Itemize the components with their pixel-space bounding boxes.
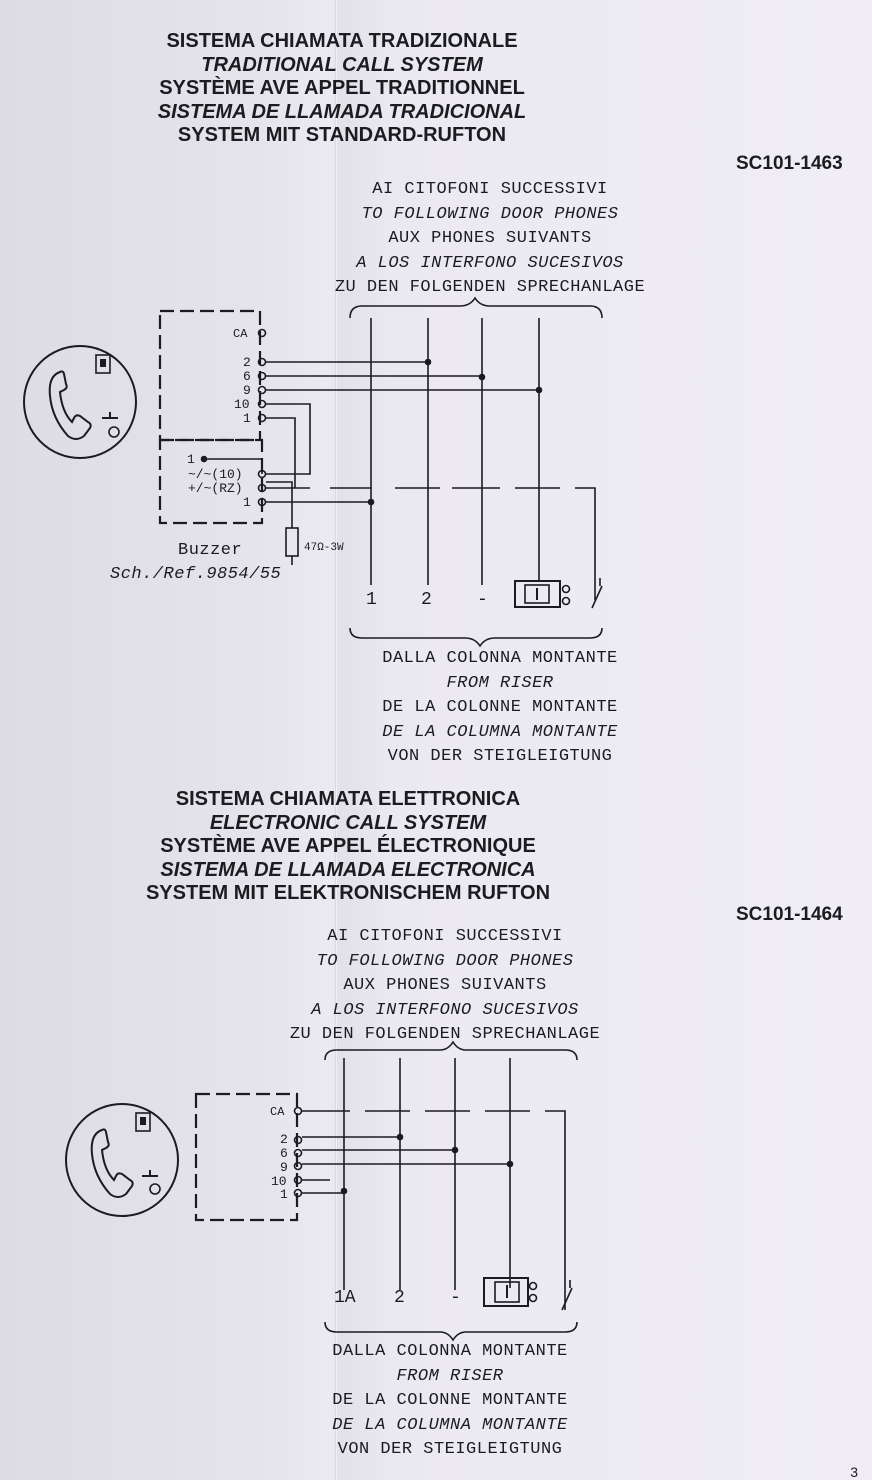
title-line: SYSTEM MIT ELEKTRONISCHEM RUFTON — [145, 882, 551, 904]
svg-text:10: 10 — [234, 397, 250, 412]
label-line: DE LA COLUMNA MONTANTE — [332, 1415, 568, 1435]
label-line: DE LA COLUMNA MONTANTE — [382, 722, 618, 742]
page-number: 3 — [850, 1464, 858, 1480]
label-line: TO FOLLOWING DOOR PHONES — [316, 951, 574, 971]
label-line: AUX PHONES SUIVANTS — [388, 229, 592, 248]
handset-icon — [24, 346, 136, 458]
label-line: DE LA COLONNE MONTANTE — [382, 698, 618, 717]
diagram-code: SC101-1464 — [736, 904, 843, 925]
label-line: DALLA COLONNA MONTANTE — [382, 649, 618, 668]
title-line: SISTEMA DE LLAMADA TRADICIONAL — [157, 100, 527, 123]
diagram-code: SC101-1463 — [736, 153, 843, 174]
label-line: DE LA COLONNE MONTANTE — [332, 1391, 568, 1410]
svg-text:9: 9 — [243, 383, 251, 398]
label-line: ZU DEN FOLGENDEN SPRECHANLAGE — [289, 1025, 601, 1044]
svg-text:6: 6 — [280, 1146, 288, 1161]
svg-text:+/~(RZ): +/~(RZ) — [188, 481, 243, 496]
wiring-diagram-traditional — [24, 298, 602, 646]
label-line: FROM RISER — [396, 1366, 504, 1386]
title-line: TRADITIONAL CALL SYSTEM — [201, 53, 483, 76]
svg-text:1: 1 — [187, 452, 195, 467]
svg-text:-: - — [450, 1288, 461, 1308]
svg-text:9: 9 — [280, 1160, 288, 1175]
handset-icon — [66, 1104, 178, 1216]
label-line: VON DER STEIGLEIGTUNG — [387, 747, 613, 766]
svg-text:2: 2 — [421, 590, 432, 610]
label-line: DALLA COLONNA MONTANTE — [332, 1342, 568, 1361]
label-line: AI CITOFONI SUCCESSIVI — [372, 180, 608, 199]
title-line: SISTEMA CHIAMATA TRADIZIONALE — [166, 30, 518, 52]
svg-text:2: 2 — [394, 1288, 405, 1308]
title-line: SYSTÈME AVE APPEL TRADITIONNEL — [159, 77, 525, 99]
svg-text:~/~(10): ~/~(10) — [188, 467, 243, 482]
title-line: SYSTEM MIT STANDARD-RUFTON — [177, 124, 507, 146]
title-line: SYSTÈME AVE APPEL ÉLECTRONIQUE — [160, 835, 536, 857]
buzzer-label: Buzzer — [178, 541, 243, 560]
title-line: SISTEMA DE LLAMADA ELECTRONICA — [160, 858, 536, 881]
ref-label: Sch./Ref.9854/55 — [110, 565, 282, 584]
label-line: FROM RISER — [446, 673, 554, 693]
terminal-labels-1 — [187, 327, 488, 610]
wiring-diagram-electronic — [66, 1042, 577, 1340]
label-line: A LOS INTERFONO SUCESIVOS — [311, 1000, 579, 1020]
svg-text:CA: CA — [270, 1105, 285, 1119]
svg-text:CA: CA — [233, 327, 248, 341]
label-line: ZU DEN FOLGENDEN SPRECHANLAGE — [334, 278, 646, 297]
svg-text:6: 6 — [243, 369, 251, 384]
svg-text:1: 1 — [243, 495, 251, 510]
label-line: AI CITOFONI SUCCESSIVI — [327, 927, 563, 946]
label-line: AUX PHONES SUIVANTS — [343, 976, 547, 995]
svg-text:1A: 1A — [334, 1288, 356, 1308]
svg-text:47Ω-3W: 47Ω-3W — [304, 542, 344, 554]
title-line: SISTEMA CHIAMATA ELETTRONICA — [175, 788, 521, 810]
svg-text:2: 2 — [243, 355, 251, 370]
terminal-labels-2 — [270, 1105, 461, 1308]
label-line: VON DER STEIGLEIGTUNG — [337, 1440, 563, 1459]
svg-text:-: - — [477, 590, 488, 610]
title-line: ELECTRONIC CALL SYSTEM — [209, 811, 487, 834]
svg-text:1: 1 — [280, 1187, 288, 1202]
svg-text:1: 1 — [243, 411, 251, 426]
label-line: A LOS INTERFONO SUCESIVOS — [356, 253, 624, 273]
svg-text:1: 1 — [366, 590, 377, 610]
svg-text:10: 10 — [271, 1174, 287, 1189]
label-line: TO FOLLOWING DOOR PHONES — [361, 204, 619, 224]
svg-text:2: 2 — [280, 1132, 288, 1147]
